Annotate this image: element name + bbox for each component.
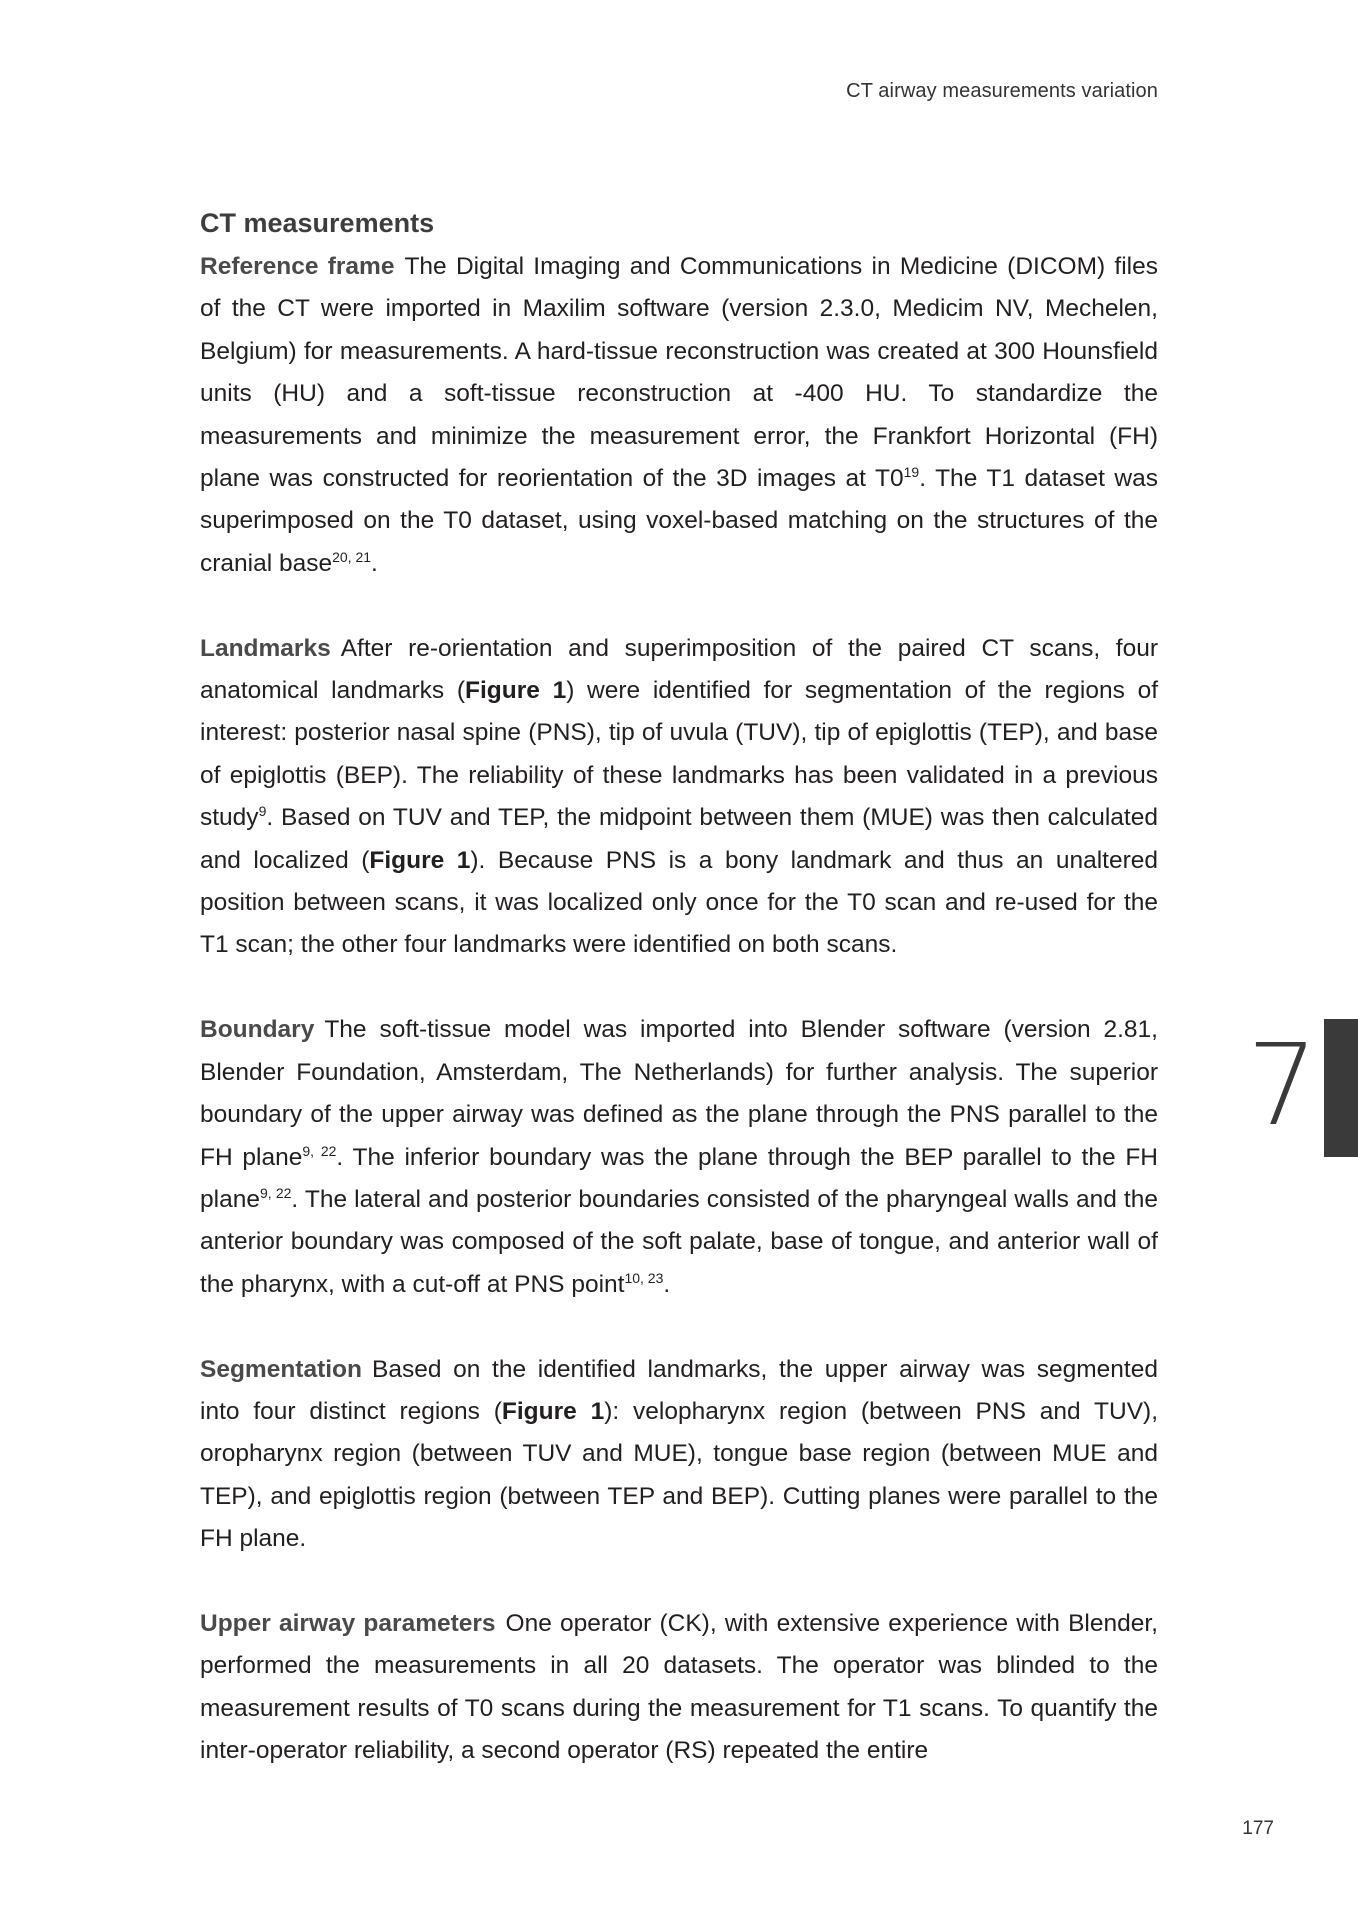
- run-in-heading: Segmentation: [200, 1355, 362, 1383]
- run-in-heading: Landmarks: [200, 634, 331, 662]
- run-in-heading: Reference frame: [200, 253, 395, 280]
- chapter-number: 7: [1246, 1021, 1318, 1151]
- section-title: CT measurements: [200, 208, 435, 238]
- citation: 10, 23: [624, 1269, 664, 1286]
- citation: 9, 22: [302, 1142, 337, 1159]
- figure-reference: Figure 1: [501, 1397, 605, 1425]
- run-in-heading: Upper airway parameters: [200, 1609, 496, 1637]
- citation: 9, 22: [259, 1184, 292, 1201]
- chapter-tab: [1324, 1019, 1358, 1157]
- citation: 20, 21: [332, 548, 372, 565]
- paragraph-upper-airway: Upper airway parameters One operator (CK), with extensive experience with Blender, performed the measurements in all 20 datasets. The operator was blinded to the measurement results of T0 scans during the measurement for T1 scans. To quantify the inter-operator reliability, a second operator (RS) repeated the entire: [200, 1609, 1158, 1765]
- page-number: 177: [1242, 1818, 1274, 1839]
- paragraph-landmarks: Landmarks After re-orientation and superimposition of the paired CT scans, four anatomical landmarks (Figure 1) were identified for segmentation of the regions of interest: posterior nasal spine (PNS), tip of uvula (TUV), tip of epiglottis (TEP), and base of epiglottis (BEP). The reliability of these landmarks has been validated in a previous study$^9$. Based on TUV and TEP, the midpoint between them (MUE) was then calculated and localized (Figure 1). Because PNS is a bony landmark and thus an unaltered position between scans, it was localized only once for the T0 scan and re-used for the T1 scan; the other four landmarks were identified on both scans.: [200, 634, 1158, 959]
- citation: 19: [903, 463, 920, 480]
- citation: 9: [258, 803, 267, 820]
- paragraph-segmentation: Segmentation Based on the identified landmarks, the upper airway was segmented into four distinct regions (Figure 1): velopharynx region (between PNS and TUV), oropharynx region (between TUV and MUE), tongue base region (between MUE and TEP), and epiglottis region (between TEP and BEP). Cutting planes were parallel to the FH plane.: [200, 1355, 1158, 1553]
- running-head: CT airway measurements variation: [846, 80, 1158, 102]
- body-text: [200, 202, 1158, 1815]
- figure-reference: Figure 1: [369, 846, 471, 874]
- paragraph-reference-frame: Reference frame The Digital Imaging and Communications in Medicine (DICOM) files of the CT were imported in Maxilim software (version 2.3.0, Medicim NV, Mechelen, Belgium) for measurements. A hard-tissue reconstruction was created at 300 Hounsfield units (HU) and a soft-tissue reconstruction at -400 HU. To standardize the measurements and minimize the measurement error, the Frankfort Horizontal (FH) plane was constructed for reorientation of the 3D images at $T0^{19}$. The T1 dataset was superimposed on the T0 dataset, using voxel-based matching on the structures of the cranial base$^{20, 21}$.: [200, 253, 1158, 577]
- figure-reference: Figure 1: [465, 677, 567, 705]
- paragraph-boundary: Boundary The soft-tissue model was imported into Blender software (version 2.81, Blender Foundation, Amsterdam, The Netherlands) for further analysis. The superior boundary of the upper airway was defined as the plane through the PNS parallel to the FH plane$^{9, 22}$. The inferior boundary was the plane through the BEP parallel to the FH plane$^{9, 22}$. The lateral and posterior boundaries consisted of the pharyngeal walls and the anterior boundary was composed of the soft palate, base of tongue, and anterior wall of the pharynx, with a cut-off at PNS point$^{10, 23}$.: [200, 1016, 1158, 1298]
- run-in-heading: Boundary: [200, 1016, 315, 1044]
